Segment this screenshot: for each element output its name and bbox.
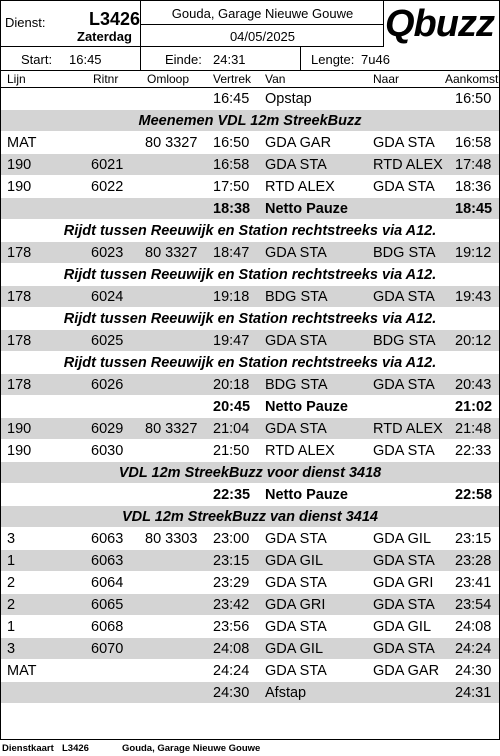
cell-van: GDA STA [265, 245, 327, 261]
cell-aankomst: 20:43 [455, 377, 492, 393]
cell-aankomst: 21:48 [455, 421, 492, 437]
cell-aankomst: 19:12 [455, 245, 492, 261]
cell-aankomst: 24:24 [455, 641, 492, 657]
cell-aankomst: 22:58 [455, 487, 493, 503]
note-row [1, 462, 499, 484]
cell-vertrek: 16:50 [213, 135, 250, 151]
cell-vertrek: 19:47 [213, 333, 250, 349]
cell-vertrek: 23:15 [213, 553, 250, 569]
cell-lijn: MAT [7, 663, 37, 679]
cell-lijn: 178 [7, 289, 32, 305]
trip-row [1, 550, 499, 572]
cell-vertrek: 24:08 [213, 641, 250, 657]
cell-naar: GDA GIL [373, 619, 432, 635]
times-bar [1, 47, 499, 71]
einde-value: 24:31 [213, 52, 246, 67]
trip-row [1, 374, 499, 396]
cell-ritnr: 6024 [91, 289, 124, 305]
cell-aankomst: 16:58 [455, 135, 492, 151]
cell-aankomst: 18:36 [455, 179, 492, 195]
note-row [1, 220, 499, 242]
day-label: Zaterdag [77, 29, 132, 44]
pause-row [1, 484, 499, 506]
cell-van: Afstap [265, 685, 307, 701]
cell-ritnr: 6068 [91, 619, 124, 635]
column-header [1, 71, 499, 88]
cell-naar: GDA STA [373, 443, 435, 459]
start-value: 16:45 [69, 52, 102, 67]
cell-aankomst: 20:12 [455, 333, 492, 349]
note-text: VDL 12m StreekBuzz van dienst 3414 [121, 509, 378, 525]
cell-naar: GDA GRI [373, 575, 434, 591]
cell-naar: GDA STA [373, 377, 435, 393]
cell-vertrek: 23:42 [213, 597, 250, 613]
trip-row [1, 440, 499, 462]
cell-van: GDA STA [265, 333, 327, 349]
cell-aankomst: 24:31 [455, 685, 492, 701]
cell-aankomst: 17:48 [455, 157, 492, 173]
cell-vertrek: 21:50 [213, 443, 250, 459]
cell-lijn: 190 [7, 421, 32, 437]
dienst-value: L3426 [89, 9, 141, 29]
cell-lijn: 1 [7, 619, 16, 635]
cell-van: Netto Pauze [265, 399, 348, 415]
cell-van: GDA STA [265, 531, 327, 547]
cell-van: RTD ALEX [265, 443, 335, 459]
date-value: 04/05/2025 [229, 29, 296, 44]
pause-row [1, 198, 499, 220]
note-text: Rijdt tussen Reeuwijk en Station rechtstreeks via A12. [63, 267, 437, 283]
cell-van: GDA STA [265, 619, 327, 635]
depot-cell [141, 1, 384, 25]
cell-lijn: 3 [7, 531, 16, 547]
cell-naar: GDA GIL [373, 531, 432, 547]
cell-vertrek: 18:47 [213, 245, 250, 261]
schedule-rows [1, 88, 499, 704]
cell-vertrek: 24:24 [213, 663, 250, 679]
cell-vertrek: 20:18 [213, 377, 250, 393]
einde-label: Einde: [165, 52, 202, 67]
cell-omloop: 80 3327 [145, 135, 198, 151]
cell-van: GDA STA [265, 421, 327, 437]
note-text: Rijdt tussen Reeuwijk en Station rechtstreeks via A12. [63, 355, 437, 371]
trip-row [1, 286, 499, 308]
footer-dienst: L3426 [62, 743, 89, 754]
cell-ritnr: 6064 [91, 575, 124, 591]
cell-vertrek: 21:04 [213, 421, 250, 437]
cell-van: GDA GIL [265, 641, 324, 657]
cell-naar: GDA STA [373, 641, 435, 657]
cell-lijn: 178 [7, 245, 32, 261]
note-row [1, 308, 499, 330]
cell-aankomst: 24:08 [455, 619, 492, 635]
cell-ritnr: 6023 [91, 245, 124, 261]
cell-van: GDA STA [265, 575, 327, 591]
page-footer [0, 741, 500, 756]
cell-lijn: 190 [7, 157, 32, 173]
cell-lijn: 2 [7, 575, 16, 591]
col-ritnr: Ritnr [93, 72, 119, 86]
cell-aankomst: 22:33 [455, 443, 492, 459]
cell-vertrek: 17:50 [213, 179, 250, 195]
cell-vertrek: 23:00 [213, 531, 250, 547]
cell-lijn: 178 [7, 333, 32, 349]
cell-aankomst: 16:50 [455, 91, 492, 107]
dienst-label: Dienst: [5, 15, 46, 30]
note-text: Rijdt tussen Reeuwijk en Station rechtstreeks via A12. [63, 223, 437, 239]
note-row [1, 506, 499, 528]
cell-vertrek: 19:18 [213, 289, 250, 305]
footer-label: Dienstkaart [2, 743, 54, 754]
cell-aankomst: 23:28 [455, 553, 492, 569]
cell-naar: GDA STA [373, 135, 435, 151]
cell-van: BDG STA [265, 289, 328, 305]
start-label: Start: [21, 52, 53, 67]
cell-van: GDA GAR [265, 135, 332, 151]
cell-omloop: 80 3327 [145, 421, 198, 437]
col-van: Van [265, 72, 286, 86]
trip-row [1, 132, 499, 154]
cell-ritnr: 6025 [91, 333, 124, 349]
cell-van: GDA STA [265, 663, 327, 679]
note-row [1, 110, 499, 132]
cell-lijn: 178 [7, 377, 32, 393]
cell-lijn: 3 [7, 641, 16, 657]
cell-ritnr: 6029 [91, 421, 124, 437]
note-text: Meenemen VDL 12m StreekBuzz [138, 113, 362, 129]
cell-ritnr: 6030 [91, 443, 124, 459]
col-lijn: Lijn [7, 72, 26, 86]
trip-row [1, 418, 499, 440]
cell-lijn: 190 [7, 179, 32, 195]
cell-van: RTD ALEX [265, 179, 335, 195]
trip-row [1, 594, 499, 616]
cell-aankomst: 19:43 [455, 289, 492, 305]
cell-ritnr: 6021 [91, 157, 124, 173]
depot-name: Gouda, Garage Nieuwe Gouwe [171, 6, 354, 21]
cell-van: Netto Pauze [265, 201, 348, 217]
lengte-value: 7u46 [361, 52, 390, 67]
footer-depot: Gouda, Garage Nieuwe Gouwe [122, 743, 261, 754]
cell-naar: RTD ALEX [373, 421, 443, 437]
cell-ritnr: 6026 [91, 377, 124, 393]
col-vertrek: Vertrek [213, 72, 252, 86]
cell-lijn: MAT [7, 135, 37, 151]
cell-van: GDA STA [265, 157, 327, 173]
note-row [1, 352, 499, 374]
cell-naar: GDA STA [373, 553, 435, 569]
note-text: VDL 12m StreekBuzz voor dienst 3418 [118, 465, 382, 481]
lengte-label: Lengte: [311, 52, 355, 67]
cell-vertrek: 16:58 [213, 157, 250, 173]
cell-vertrek: 23:56 [213, 619, 250, 635]
cell-ritnr: 6022 [91, 179, 124, 195]
trip-row [1, 572, 499, 594]
cell-vertrek: 24:30 [213, 685, 250, 701]
note-text: Rijdt tussen Reeuwijk en Station rechtstreeks via A12. [63, 311, 437, 327]
cell-vertrek: 22:35 [213, 487, 251, 503]
trip-row [1, 330, 499, 352]
cell-van: BDG STA [265, 377, 328, 393]
trip-row [1, 638, 499, 660]
cell-naar: GDA GAR [373, 663, 440, 679]
cell-lijn: 190 [7, 443, 32, 459]
col-naar: Naar [373, 72, 400, 86]
cell-aankomst: 18:45 [455, 201, 493, 217]
cell-naar: GDA STA [373, 597, 435, 613]
trip-row [1, 154, 499, 176]
cell-vertrek: 20:45 [213, 399, 251, 415]
cell-van: GDA GRI [265, 597, 326, 613]
cell-aankomst: 23:41 [455, 575, 492, 591]
cell-naar: GDA STA [373, 179, 435, 195]
cell-van: Opstap [265, 91, 312, 107]
cell-naar: RTD ALEX [373, 157, 443, 173]
trip-row [1, 176, 499, 198]
note-row [1, 264, 499, 286]
col-aankomst: Aankomst [445, 72, 499, 86]
cell-vertrek: 23:29 [213, 575, 250, 591]
cell-ritnr: 6063 [91, 553, 124, 569]
cell-ritnr: 6070 [91, 641, 124, 657]
trip-row [1, 682, 499, 704]
dienst-cell [1, 1, 141, 47]
col-omloop: Omloop [147, 72, 190, 86]
cell-lijn: 1 [7, 553, 16, 569]
card-header [1, 1, 499, 71]
cell-omloop: 80 3327 [145, 245, 198, 261]
cell-aankomst: 23:15 [455, 531, 492, 547]
cell-van: Netto Pauze [265, 487, 348, 503]
pause-row [1, 396, 499, 418]
cell-ritnr: 6065 [91, 597, 124, 613]
qbuzz-logo: Qbuzz [385, 3, 494, 45]
cell-van: GDA GIL [265, 553, 324, 569]
trip-row [1, 616, 499, 638]
cell-ritnr: 6063 [91, 531, 124, 547]
trip-row [1, 660, 499, 682]
cell-aankomst: 24:30 [455, 663, 492, 679]
cell-aankomst: 23:54 [455, 597, 492, 613]
cell-aankomst: 21:02 [455, 399, 493, 415]
cell-naar: BDG STA [373, 245, 436, 261]
cell-vertrek: 16:45 [213, 91, 250, 107]
cell-omloop: 80 3303 [145, 531, 198, 547]
trip-row [1, 88, 499, 110]
trip-row [1, 528, 499, 550]
trip-row [1, 242, 499, 264]
cell-lijn: 2 [7, 597, 16, 613]
cell-naar: GDA STA [373, 289, 435, 305]
cell-naar: BDG STA [373, 333, 436, 349]
cell-vertrek: 18:38 [213, 201, 251, 217]
date-cell [141, 25, 384, 47]
